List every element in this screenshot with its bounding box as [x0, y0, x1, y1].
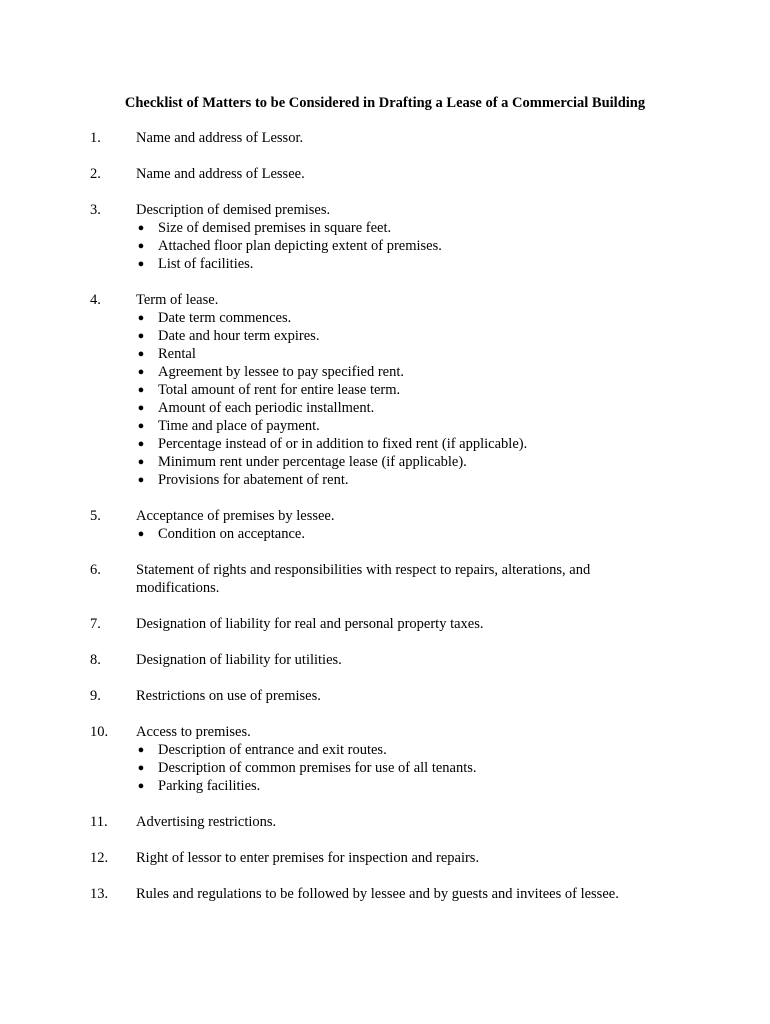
- item-number: 2.: [90, 166, 101, 182]
- subitem-text: Provisions for abatement of rent.: [158, 472, 349, 488]
- subitem: [137, 471, 628, 489]
- checklist-item: [0, 507, 770, 543]
- subitem-text: Date and hour term expires.: [158, 328, 320, 344]
- item-number: 7.: [90, 616, 101, 632]
- item-text: Term of lease.: [136, 292, 219, 308]
- checklist-item: [0, 615, 770, 633]
- subitem: [137, 237, 628, 255]
- subitem: [137, 525, 628, 543]
- subitem-text: Date term commences.: [158, 310, 292, 326]
- checklist-item: [0, 723, 770, 795]
- checklist-item: [0, 885, 770, 903]
- subitem-text: Parking facilities.: [158, 778, 261, 794]
- subitem-list: [0, 741, 770, 795]
- checklist-item: [0, 813, 770, 831]
- subitem: [137, 453, 628, 471]
- subitem-text: List of facilities.: [158, 256, 254, 272]
- item-text: Designation of liability for utilities.: [136, 652, 342, 668]
- bullet-icon: ●: [137, 258, 145, 270]
- subitem-text: Agreement by lessee to pay specified rent.: [158, 364, 405, 380]
- checklist-item: [0, 561, 770, 597]
- checklist: [0, 129, 770, 921]
- bullet-icon: ●: [137, 744, 145, 756]
- bullet-icon: ●: [137, 312, 145, 324]
- item-number: 9.: [90, 688, 101, 704]
- item-text: Name and address of Lessee.: [136, 166, 305, 182]
- item-number: 11.: [90, 814, 108, 830]
- subitem: [137, 381, 628, 399]
- subitem: [137, 255, 628, 273]
- item-text: Restrictions on use of premises.: [136, 688, 321, 704]
- bullet-icon: ●: [137, 438, 145, 450]
- item-number: 4.: [90, 292, 101, 308]
- subitem-text: Description of entrance and exit routes.: [158, 742, 387, 758]
- subitem-text: Total amount of rent for entire lease term.: [158, 382, 401, 398]
- subitem: [137, 759, 628, 777]
- subitem: [137, 363, 628, 381]
- subitem: [137, 417, 628, 435]
- item-text: Access to premises.: [136, 724, 251, 740]
- subitem-text: Percentage instead of or in addition to fixed rent (if applicable).: [158, 436, 528, 452]
- bullet-icon: ●: [137, 780, 145, 792]
- bullet-icon: ●: [137, 474, 145, 486]
- subitem-text: Attached floor plan depicting extent of premises.: [158, 238, 442, 254]
- checklist-item: [0, 129, 770, 147]
- subitem-text: Amount of each periodic installment.: [158, 400, 375, 416]
- subitem-text: Description of common premises for use of all tenants.: [158, 760, 477, 776]
- document-title: Checklist of Matters to be Considered in Drafting a Lease of a Commercial Building: [124, 95, 646, 111]
- checklist-item: [0, 651, 770, 669]
- bullet-icon: ●: [137, 528, 145, 540]
- bullet-icon: ●: [137, 384, 145, 396]
- item-number: 3.: [90, 202, 101, 218]
- subitem: [137, 327, 628, 345]
- item-text: Acceptance of premises by lessee.: [136, 508, 335, 524]
- item-number: 12.: [90, 850, 109, 866]
- checklist-item: [0, 849, 770, 867]
- item-number: 5.: [90, 508, 101, 524]
- item-number: 10.: [90, 724, 109, 740]
- checklist-item: [0, 201, 770, 273]
- subitem-list: [0, 525, 770, 543]
- item-text: Rules and regulations to be followed by lessee and by guests and invitees of lessee.: [136, 886, 619, 902]
- subitem: [137, 435, 628, 453]
- checklist-item: [0, 687, 770, 705]
- subitem: [137, 345, 628, 363]
- subitem: [137, 219, 628, 237]
- checklist-item: [0, 291, 770, 489]
- subitem-text: Condition on acceptance.: [158, 526, 305, 542]
- bullet-icon: ●: [137, 222, 145, 234]
- checklist-item: [0, 165, 770, 183]
- bullet-icon: ●: [137, 456, 145, 468]
- item-number: 13.: [90, 886, 109, 902]
- item-number: 1.: [90, 130, 101, 146]
- item-text: Designation of liability for real and personal property taxes.: [136, 616, 484, 632]
- item-number: 8.: [90, 652, 101, 668]
- subitem-text: Rental: [158, 346, 196, 362]
- item-text: Right of lessor to enter premises for inspection and repairs.: [136, 850, 480, 866]
- bullet-icon: ●: [137, 330, 145, 342]
- bullet-icon: ●: [137, 402, 145, 414]
- subitem-text: Minimum rent under percentage lease (if applicable).: [158, 454, 467, 470]
- subitem-text: Size of demised premises in square feet.: [158, 220, 392, 236]
- item-text: Advertising restrictions.: [136, 814, 277, 830]
- bullet-icon: ●: [137, 348, 145, 360]
- bullet-icon: ●: [137, 366, 145, 378]
- subitem-list: [0, 309, 770, 489]
- item-text: Statement of rights and responsibilities with respect to repairs, alterations, and modifications.: [136, 562, 591, 596]
- subitem: [137, 741, 628, 759]
- subitem: [137, 399, 628, 417]
- subitem-list: [0, 219, 770, 273]
- item-number: 6.: [90, 562, 101, 578]
- subitem: [137, 777, 628, 795]
- bullet-icon: ●: [137, 240, 145, 252]
- item-text: Description of demised premises.: [136, 202, 331, 218]
- bullet-icon: ●: [137, 762, 145, 774]
- subitem-text: Time and place of payment.: [158, 418, 320, 434]
- subitem: [137, 309, 628, 327]
- bullet-icon: ●: [137, 420, 145, 432]
- item-text: Name and address of Lessor.: [136, 130, 304, 146]
